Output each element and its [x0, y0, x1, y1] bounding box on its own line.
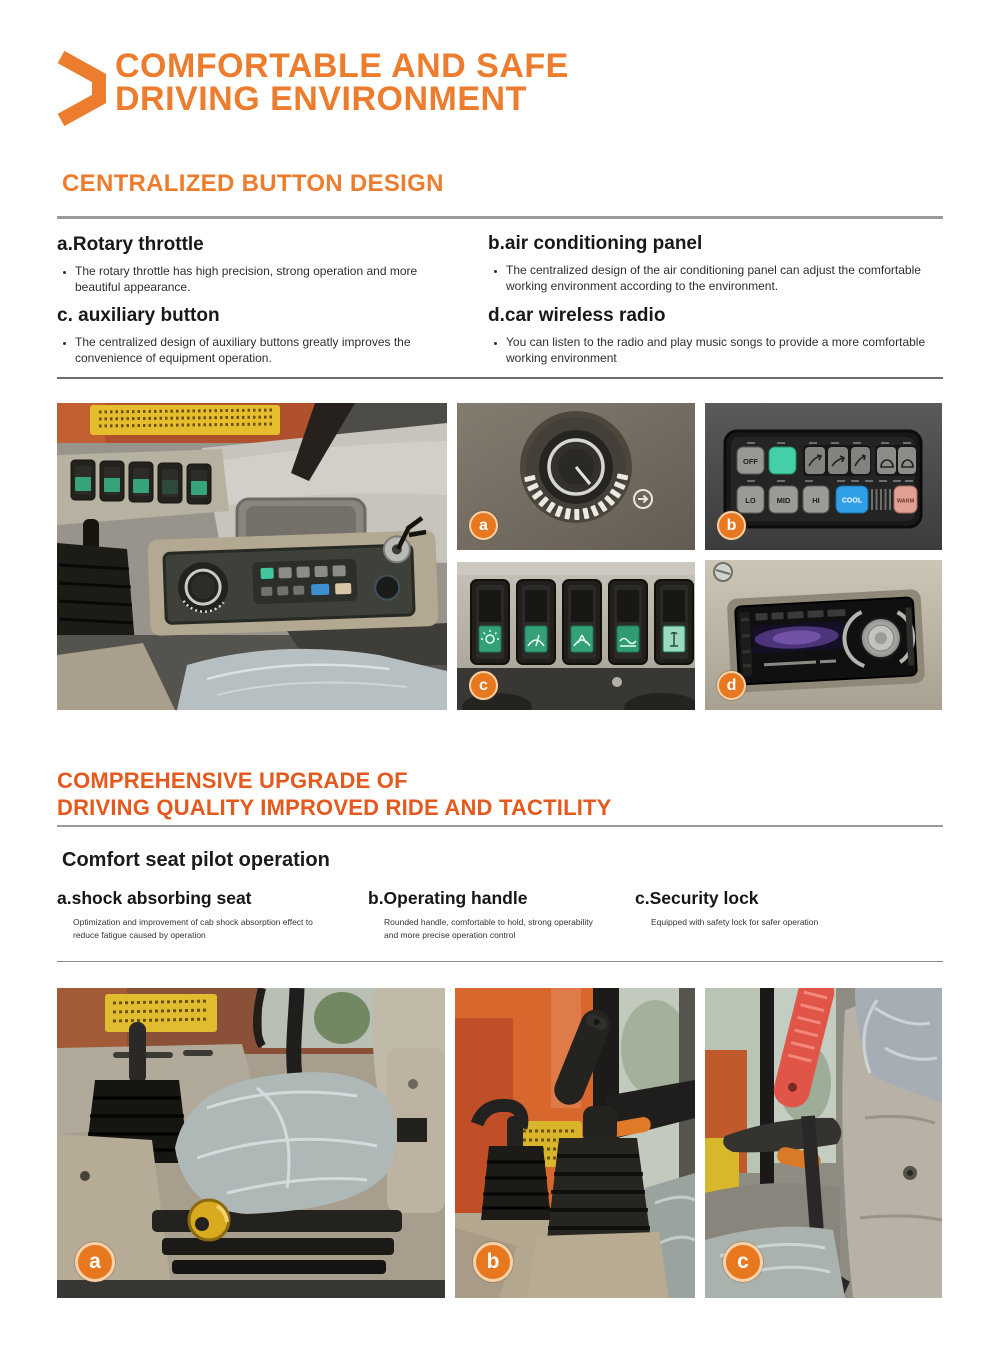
feature-heading: b.air conditioning panel: [488, 233, 703, 254]
feature-bullet: • The centralized design of auxiliary buttons greatly improves the convenience of equipment operation.: [75, 335, 432, 367]
photo-ac-panel: [705, 403, 942, 550]
cab-console-illustration: [57, 403, 447, 710]
photo-badge-d: d: [717, 671, 746, 700]
photo-badge-c: c: [723, 1242, 763, 1282]
page-title-line1: COMFORTABLE AND SAFE: [115, 47, 569, 85]
photo-operating-handle: [455, 988, 695, 1298]
col-desc: Equipped with safety lock for safer operation: [651, 917, 819, 927]
seat-weight-dial: [189, 1200, 229, 1240]
photo-badge-b: b: [473, 1242, 513, 1282]
photo-security-lock: [705, 988, 942, 1298]
feature-auxiliary-button: [57, 305, 432, 367]
col-desc: Optimization and improvement of cab shock absorption effect to reduce fatigue caused by operation: [73, 917, 313, 941]
feature-ac-panel: [488, 233, 948, 295]
svg-text:LO: LO: [745, 496, 756, 505]
col-heading: b.Operating handle: [368, 888, 528, 908]
ac-button-off: [737, 447, 764, 474]
divider: [57, 377, 943, 379]
section2-title-line1: COMPREHENSIVE UPGRADE OF: [57, 768, 408, 793]
photo-auxiliary-switches: [457, 562, 695, 710]
photo-car-radio: [705, 560, 942, 710]
col-security-lock: [635, 888, 875, 929]
svg-text:HI: HI: [812, 496, 820, 505]
feature-wireless-radio: [488, 305, 956, 367]
page-title: [115, 47, 569, 118]
ac-vent-buttons: [803, 445, 871, 476]
feature-heading: a.Rotary throttle: [57, 234, 204, 255]
radio-unit: [727, 589, 926, 693]
seat-illustration: [57, 988, 445, 1298]
feature-heading: c. auxiliary button: [57, 305, 220, 326]
section2-title: [57, 767, 612, 821]
col-desc: Rounded handle, comfortable to hold, strong operability and more precise operation control: [384, 917, 593, 941]
feature-rotary-throttle: [57, 234, 432, 296]
section2-subtitle: Comfort seat pilot operation: [62, 849, 330, 871]
col-operating-handle: [368, 888, 608, 942]
section1-title: CENTRALIZED BUTTON DESIGN: [62, 170, 444, 197]
divider: [57, 216, 943, 219]
chevron-brand-icon: [55, 50, 107, 131]
photo-badge-b: b: [717, 511, 746, 540]
divider: [57, 961, 943, 962]
col-shock-absorbing-seat: [57, 888, 337, 942]
photo-rotary-throttle: [457, 403, 695, 550]
page-title-line2: DRIVING ENVIRONMENT: [115, 80, 527, 118]
rocker-switches: [471, 580, 693, 664]
col-heading: a.shock absorbing seat: [57, 888, 252, 908]
console-control-panel: [147, 530, 438, 636]
feature-bullet: • You can listen to the radio and play music songs to provide a more comfortable working environment: [506, 335, 956, 367]
svg-text:OFF: OFF: [743, 457, 758, 466]
ac-button-ac: [769, 447, 796, 474]
section2-title-line2: DRIVING QUALITY IMPROVED RIDE AND TACTILITY: [57, 795, 612, 820]
divider: [57, 825, 943, 827]
ac-fan-buttons: [737, 486, 829, 513]
photo-badge-a: a: [75, 1242, 115, 1282]
photo-badge-c: c: [469, 671, 498, 700]
col-heading: c.Security lock: [635, 888, 759, 908]
ac-temp-buttons: [836, 486, 917, 513]
rocker-switch-row: [71, 460, 211, 504]
feature-bullet: • The rotary throttle has high precision, strong operation and more beautiful appearance.: [75, 264, 432, 296]
photo-shock-absorbing-seat: [57, 988, 445, 1298]
svg-text:MID: MID: [776, 496, 791, 505]
photo-cab-console: [57, 403, 447, 710]
feature-heading: d.car wireless radio: [488, 305, 666, 326]
photo-badge-a: a: [469, 511, 498, 540]
ac-defrost-buttons: [875, 445, 917, 476]
feature-bullet: • The centralized design of the air conditioning panel can adjust the comfortable working environment according to the environment.: [506, 263, 948, 295]
svg-text:COOL: COOL: [841, 497, 863, 505]
svg-text:WARM: WARM: [896, 498, 915, 505]
